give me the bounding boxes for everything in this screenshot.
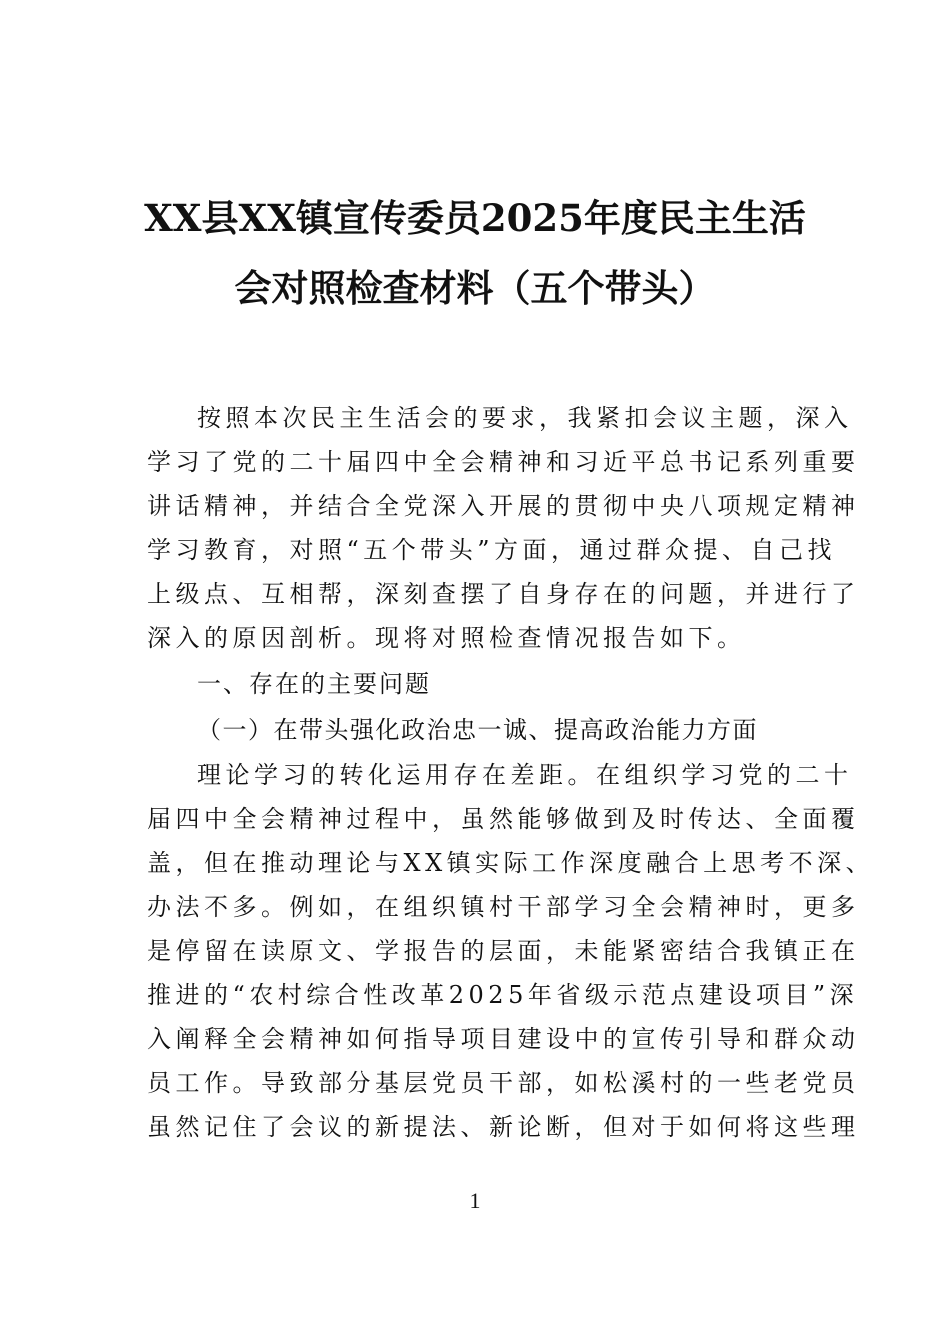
paragraph-line: 深入的原因剖析。现将对照检查情况报告如下。 <box>147 624 746 652</box>
paragraph-line: 虽然记住了会议的新提法、新论断，但对于如何将这些理 <box>147 1113 860 1141</box>
paragraph-line: 推进的“农村综合性改革2025年省级示范点建设项目”深 <box>147 981 859 1009</box>
paragraph-line: 上级点、互相帮，深刻查摆了自身存在的问题，并进行了 <box>147 580 860 608</box>
paragraph-line: 按照本次民主生活会的要求，我紧扣会议主题，深入 <box>197 404 853 432</box>
paragraph-line: 学习教育，对照“五个带头”方面，通过群众提、自己找 <box>147 536 837 564</box>
document-title-line-2: 会对照检查材料（五个带头） <box>234 266 716 310</box>
section-heading: 一、存在的主要问题 <box>197 670 431 698</box>
paragraph-line: 员工作。导致部分基层党员干部，如松溪村的一些老党员 <box>147 1069 860 1097</box>
paragraph-line: 届四中全会精神过程中，虽然能够做到及时传达、全面覆 <box>147 805 860 833</box>
paragraph-line: 学习了党的二十届四中全会精神和习近平总书记系列重要 <box>147 448 860 476</box>
subsection-heading-block <box>147 708 807 752</box>
paragraph-line: 盖，但在推动理论与XX镇实际工作深度融合上思考不深、 <box>147 849 875 877</box>
paragraph-intro <box>147 396 860 660</box>
paragraph-line: 是停留在读原文、学报告的层面，未能紧密结合我镇正在 <box>147 937 860 965</box>
document-title-line-1: XX县XX镇宣传委员2025年度民主生活 <box>144 196 806 240</box>
subsection-heading: （一）在带头强化政治忠一诚、提高政治能力方面 <box>197 716 758 744</box>
section-heading-block <box>147 662 807 706</box>
paragraph-line: 讲话精神，并结合全党深入开展的贯彻中央八项规定精神 <box>147 492 860 520</box>
paragraph-line: 办法不多。例如，在组织镇村干部学习全会精神时，更多 <box>147 893 860 921</box>
paragraph-line: 入阐释全会精神如何指导项目建设中的宣传引导和群众动 <box>147 1025 860 1053</box>
paragraph-theory-study <box>147 753 875 1149</box>
page-number: 1 <box>469 1188 481 1213</box>
paragraph-line: 理论学习的转化运用存在差距。在组织学习党的二十 <box>197 761 853 789</box>
